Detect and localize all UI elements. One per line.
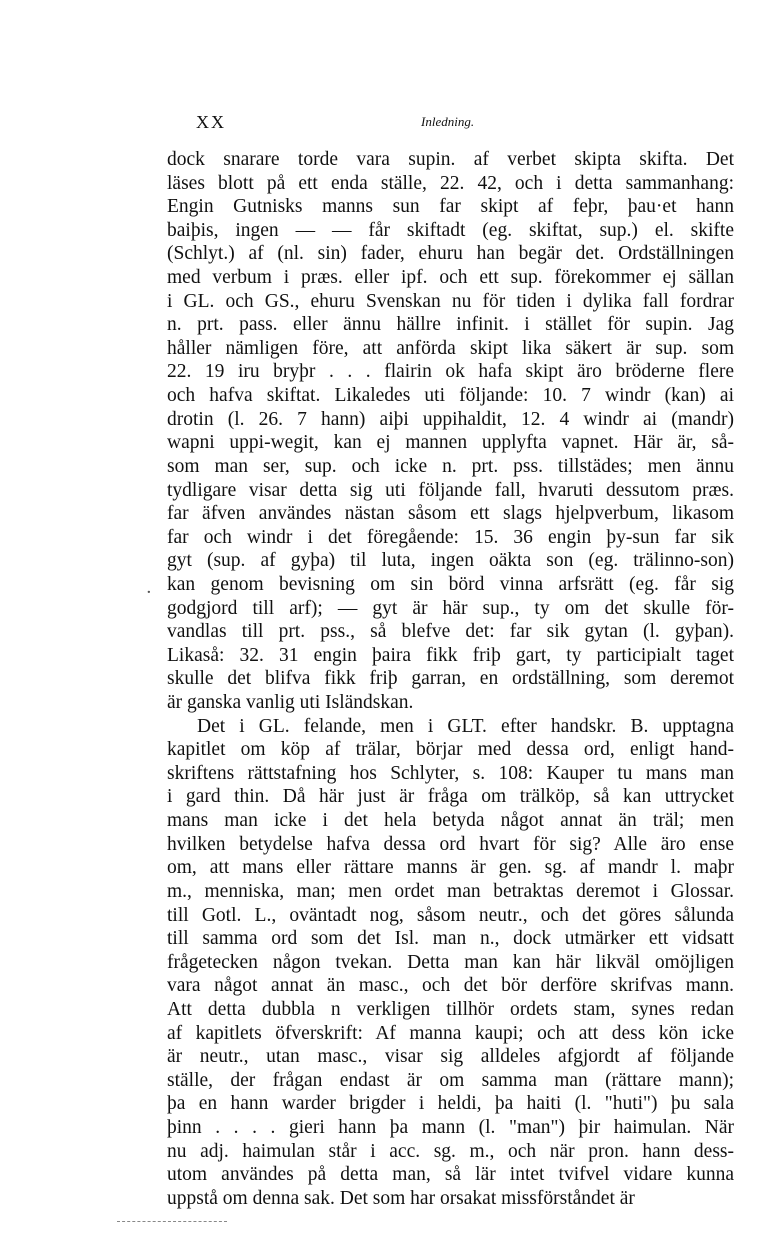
text-line: läses blott på ett enda ställe, 22. 42, och i detta sammanhang: (167, 172, 734, 194)
text-line: kapitlet om köp af trälar, börjar med dessa ord, enligt hand- (167, 739, 734, 761)
text-line: far och windr i det föregående: 15. 36 engin þy-sun far sik (167, 526, 734, 548)
text-line: Det i GL. felande, men i GLT. efter handskr. B. upptagna (197, 715, 734, 737)
text-line: 22. 19 iru bryþr . . . flairin ok hafa skipt äro bröderne flere (167, 361, 734, 383)
text-line: till samma ord som det Isl. man n., dock utmärker ett vidsatt (167, 928, 734, 950)
text-line: med verbum i præs. eller ipf. och ett sup. förekommer ej sällan (167, 267, 734, 289)
text-line: drotin (l. 26. 7 hann) aiþi uppihaldit, 12. 4 windr ai (mandr) (167, 408, 734, 430)
text-line: och hafva skiftat. Likaledes uti följande: 10. 7 windr (kan) ai (167, 385, 734, 407)
text-line: gyt (sup. af gyþa) til luta, ingen oäkta son (eg. trälinno-son) (167, 550, 734, 572)
text-line: hvilken betydelse hafva dessa ord hvart för sig? Alle äro ense (167, 833, 734, 855)
text-line: uppstå om denna sak. Det som har orsakat missförståndet är (167, 1187, 635, 1209)
text-line: Att detta dubbla n verkligen tillhör ordets stam, synes redan (167, 998, 734, 1020)
text-line: är ganska vanlig uti Isländskan. (167, 692, 414, 714)
text-line: är neutr., utan masc., visar sig alldeles afgjordt af följande (167, 1046, 734, 1068)
text-line: om, att mans eller rättare manns är gen. sg. af mandr l. maþr (167, 857, 734, 879)
page-header (196, 112, 756, 134)
text-line: i GL. och GS., ehuru Svenskan nu för tiden i dylika fall fordrar (167, 290, 734, 312)
text-line: skulle det blifva fikk friþ garran, en ordställning, som deremot (167, 668, 734, 690)
body-text (167, 148, 734, 1210)
text-line: baiþis, ingen — — får skiftadt (eg. skiftat, sup.) el. skifte (167, 219, 734, 241)
running-title: Inledning. (421, 114, 475, 129)
text-line: till Gotl. L., oväntadt nog, såsom neutr., och det göres sålunda (167, 904, 734, 926)
text-line: wapni uppi-wegit, kan ej mannen upplyfta vapnet. Här är, så- (167, 432, 734, 454)
text-line: håller nämligen före, att anförda skipt lika säkert är sup. som (167, 337, 734, 359)
text-line: vara något annat än masc., och det bör derföre skrifvas mann. (167, 975, 734, 997)
text-line: utom användes på detta man, så lär intet tvifvel vidare kunna (167, 1164, 734, 1186)
text-line: af kapitlets öfverskrift: Af manna kaupi; och att dess kön icke (167, 1022, 734, 1044)
text-line: tydligare visar detta sig uti följande fall, hvaruti dessutom præs. (167, 479, 734, 501)
text-line: dock snarare torde vara supin. af verbet skipta skifta. Det (167, 149, 734, 170)
text-line: frågetecken någon tvekan. Detta man kan här likväl omöjligen (167, 951, 734, 973)
text-line: (Schlyt.) af (nl. sin) fader, ehuru han begär det. Ordställningen (167, 243, 734, 265)
text-line: mans man icke i det hela betyda något annat än träl; men (167, 810, 734, 832)
text-line: skriftens rättstafning hos Schlyter, s. 108: Kauper tu mans man (167, 762, 734, 784)
text-line: far äfven användes nästan såsom ett slags hjelpverbum, likasom (167, 503, 734, 525)
text-line: þinn . . . . gieri hann þa mann (l. "man") þir haimulan. När (167, 1116, 734, 1138)
text-line: Engin Gutnisks manns sun far skipt af feþr, þau·et hann (167, 196, 734, 218)
text-line: Likaså: 32. 31 engin þaira fikk friþ gart, ty participialt taget (167, 644, 734, 666)
text-line: ställe, der frågan endast är om samma man (rättare mann); (167, 1069, 734, 1091)
text-line: þa en hann warder brigder i heldi, þa haiti (l. "huti") þu sala (167, 1093, 734, 1115)
text-line: kan genom bevisning om sin börd vinna arfsrätt (eg. får sig (167, 573, 734, 595)
text-line: godgjord till arf); — gyt är här sup., ty om det skulle för- (167, 597, 734, 619)
footer-rule (117, 1221, 227, 1223)
text-line: vandlas till prt. pss., så blefve det: far sik gytan (l. gyþan). (167, 621, 734, 643)
text-line: som man ser, sup. och icke n. prt. pss. tillstädes; men ännu (167, 455, 734, 477)
margin-mark: · (146, 582, 152, 603)
text-line: n. prt. pass. eller ännu hällre infinit. i stället för supin. Jag (167, 314, 734, 336)
page-number: XX (196, 112, 226, 132)
text-line: i gard thin. Då här just är fråga om trälköp, så kan uttrycket (167, 786, 734, 808)
text-line: m., menniska, man; men ordet man betraktas deremot i Glossar. (167, 880, 734, 902)
text-line: nu adj. haimulan står i acc. sg. m., och när pron. hann dess- (167, 1140, 734, 1162)
